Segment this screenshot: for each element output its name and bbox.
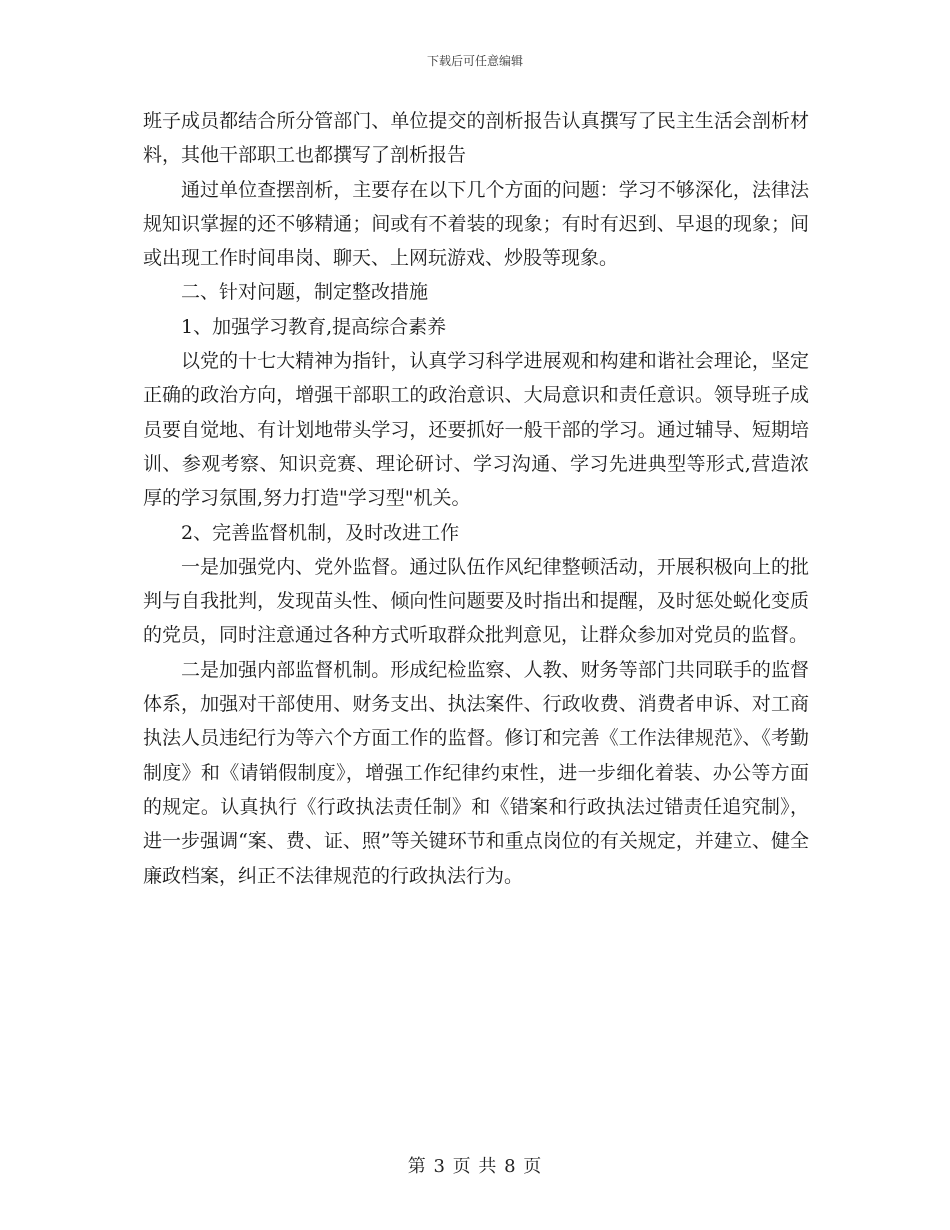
paragraph-study: 以党的十七大精神为指针，认真学习科学进展观和构建和谐社会理论，坚定正确的政治方向，增强干部职工的政治意识、大局意识和责任意识。领导班子成员要自觉地、有计划地带头学习，还要抓好一般干部的学习。通过辅导、短期培训、参观考察、知识竞赛、理论研讨、学习沟通、学习先进典型等形式,营造浓厚的学习氛围,努力打造"学习型"机关。 [143,350,809,510]
page-header: 下载后可任意编辑 [426,54,523,68]
subsection-heading-1: 1、加强学习教育,提高综合素养 [181,315,447,338]
paragraph-1: 班子成员都结合所分管部门、单位提交的剖析报告认真撰写了民主生活会剖析材料，其他干部职工也都撰写了剖析报告 [143,110,809,167]
page-number: 第 3 页 共 8 页 [407,1156,543,1177]
paragraph-2: 通过单位查摆剖析，主要存在以下几个方面的问题：学习不够深化，法律法规知识掌握的还不够精通；间或有不着装的现象；有时有迟到、早退的现象；间或出现工作时间串岗、聊天、上网玩游戏、炒股等现象。 [143,178,809,270]
paragraph-supervision-2: 二是加强内部监督机制。形成纪检监察、人教、财务等部门共同联手的监督体系，加强对干部使用、财务支出、执法案件、行政收费、消费者申诉、对工商执法人员违纪行为等六个方面工作的监督。修订和完善《工作法律规范》、《考勤制度》和《请销假制度》，增强工作纪律约束性，进一步细化着装、办公等方面的规定。认真执行《行政执法责任制》和《错案和行政执法过错责任追究制》，进一步强调“案、费、证、照”等关键环节和重点岗位的有关规定，并建立、健全廉政档案，纠正不法律规范的行政执法行为。 [143,658,809,887]
paragraph-supervision-1: 一是加强党内、党外监督。通过队伍作风纪律整顿活动，开展积极向上的批判与自我批判，发现苗头性、倾向性问题要及时指出和提醒，及时惩处蜕化变质的党员，同时注意通过各种方式听取群众批判意见，让群众参加对党员的监督。 [143,555,809,647]
document-body [143,104,809,893]
subsection-heading-2: 2、完善监督机制，及时改进工作 [181,521,460,544]
section-heading-2: 二、针对问题，制定整改措施 [181,281,429,304]
